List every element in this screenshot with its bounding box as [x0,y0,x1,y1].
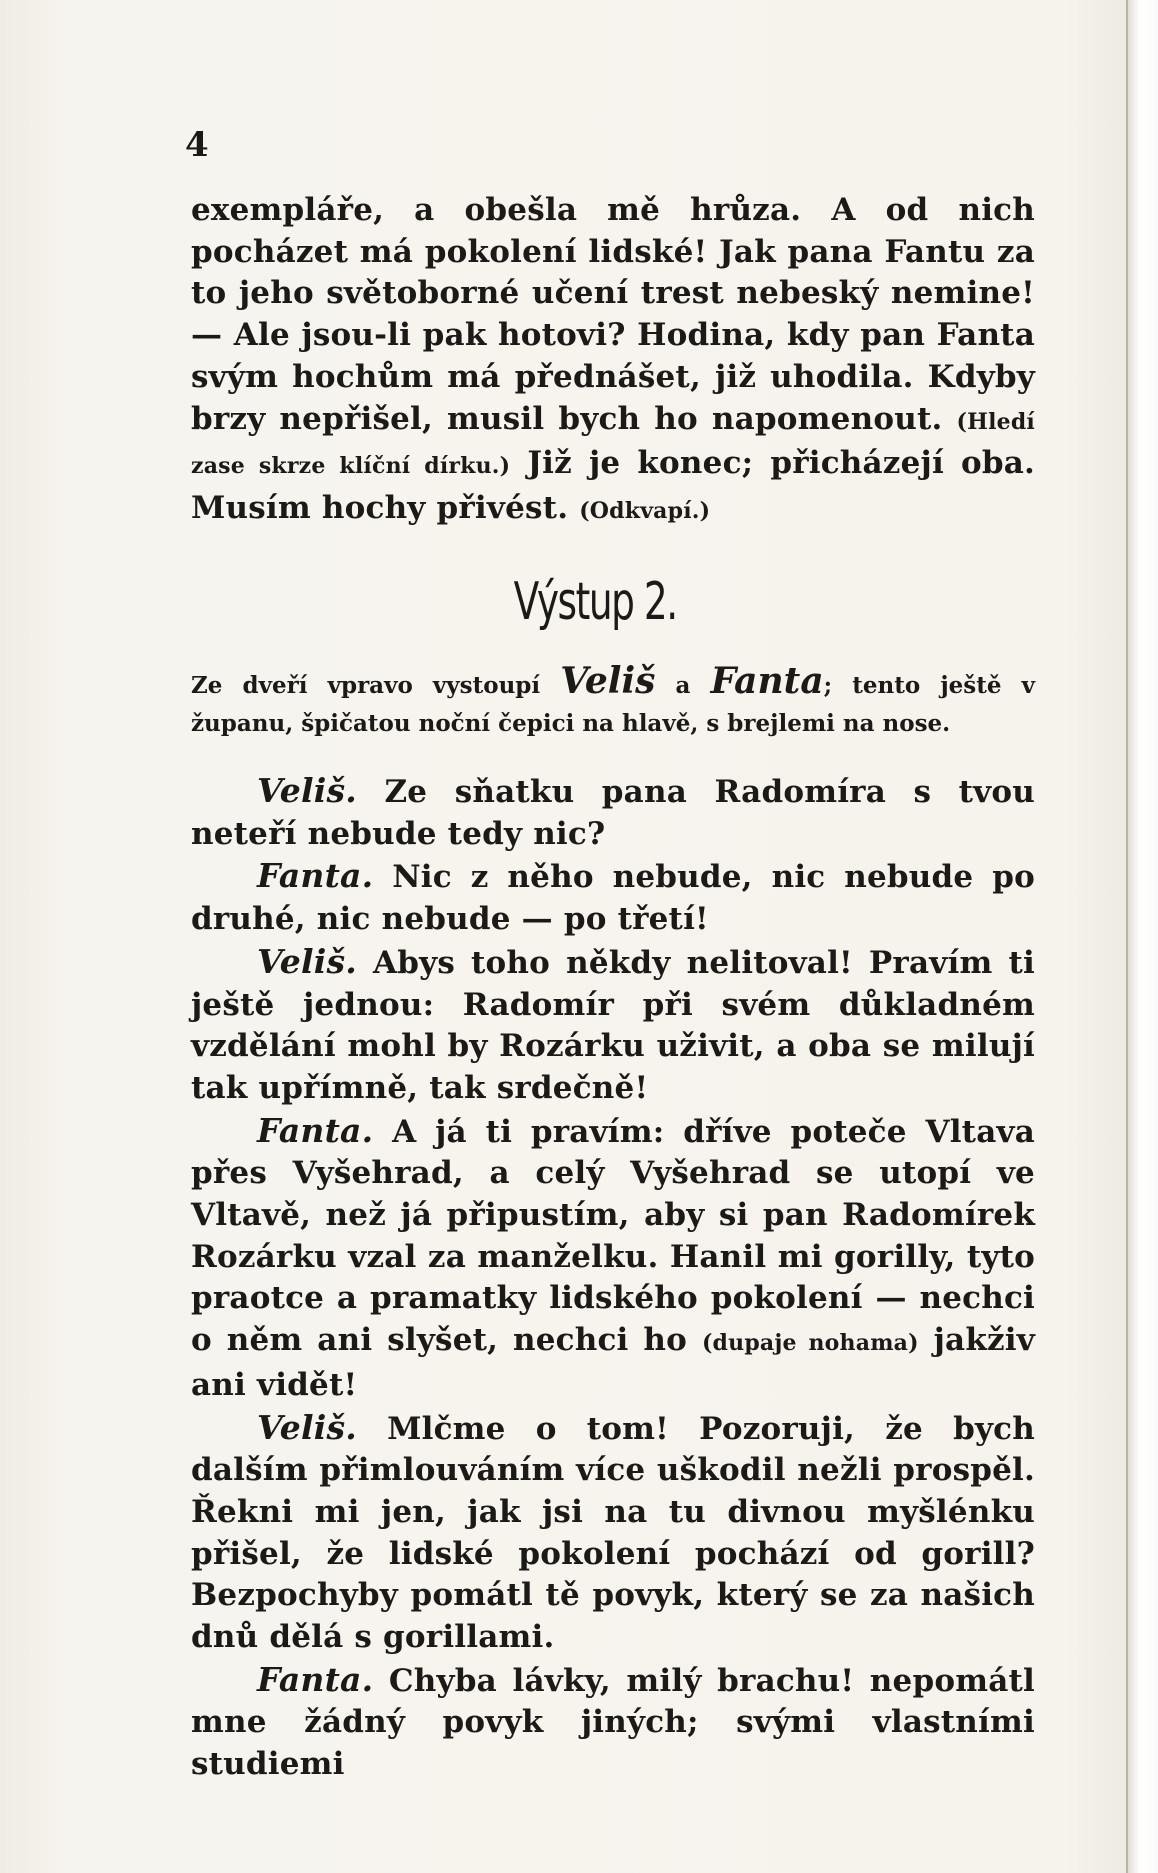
page-number: 4 [185,125,209,165]
stage-note: (dupaje nohama) [701,1330,919,1357]
dialog-line [191,855,1035,940]
page-edge [1126,0,1158,1873]
opening-paragraph [191,190,1035,533]
stage-text: ; tento ještě v županu, špičatou noční čepici na hlavě, s brejlemi na nose. [191,672,1035,737]
dialog-line [191,1407,1035,1659]
stage-note: (Hledí zase skrze klíční dírku.) [191,408,1035,480]
dialog-line [191,770,1035,855]
speaker-name: Fanta. [257,1110,374,1150]
paragraph-text: Již je konec; přicházejí oba. Musím hochy přivést. [191,445,1035,526]
dialog-text: Nic z něho nebude, nic nebude po druhé, nic nebude — po třetí! [191,859,1035,938]
speaker-name: Veliš. [257,1407,357,1447]
dialog [191,770,1035,1786]
dialog-text: A já ti pravím: dříve poteče Vltava přes Vyšehrad, a celý Vyšehrad se utopí ve Vltavě, než já připustím, aby si pan Radomírek Rozárku vzal za manželku. Hanil mi gorilly, tyto praotce a pramatky lidského pokolení — nechci o něm ani slyšet, nechci ho [191,1113,1035,1359]
dialog-text: Ze sňatku pana Radomíra s tvou neteří nebude tedy nic? [191,774,1036,852]
stage-direction [191,662,1035,743]
speaker-name: Fanta. [257,856,374,896]
scene-heading: Výstup 2. [513,572,677,632]
speaker-name: Veliš. [257,941,357,981]
stage-note: (Odkvapí.) [579,497,711,524]
dialog-text: Chyba lávky, milý brachu! nepomátl mne žádný povyk jiných; svými vlastními studiemi [191,1662,1035,1783]
dialog-line [191,1659,1035,1786]
dialog-text: jakživ ani vidět! [191,1322,1035,1403]
dialog-text: Mlčme o tom! Pozoruji, že bych dalším přimlouváním více uškodil nežli prospěl. Řekni mi jen, jak jsi na tu divnou myšlénku přišel, že lidské pokolení pochází od gorill? Bezpochyby pomátl tě povyk, který se za našich dnů dělá s gorillami. [191,1410,1035,1656]
character-name: Veliš [560,660,656,702]
dialog-text: Abys toho někdy nelitoval! Pravím ti ještě jednou: Radomír při svém důkladném vzdělání mohl by Rozárku uživit, a oba se milují tak upřímně, tak srdečně! [191,944,1035,1106]
stage-text: a [675,672,691,699]
dialog-line [191,1110,1035,1407]
speaker-name: Fanta. [257,1659,374,1699]
character-name: Fanta [710,660,824,702]
paragraph-text: exempláře, a obešla mě hrůza. A od nich pocházet má pokolení lidské! Jak pana Fantu za to jeho světoborné učení trest nebeský nemine! — Ale jsou-li pak hotovi? Hodina, kdy pan Fanta svým hochům má přednášet, již uhodila. Kdyby brzy nepřišel, musil bych ho napomenout. [191,192,1035,437]
dialog-line [191,941,1035,1110]
speaker-name: Veliš. [257,771,357,810]
stage-text: Ze dveří vpravo vystoupí [191,672,541,699]
